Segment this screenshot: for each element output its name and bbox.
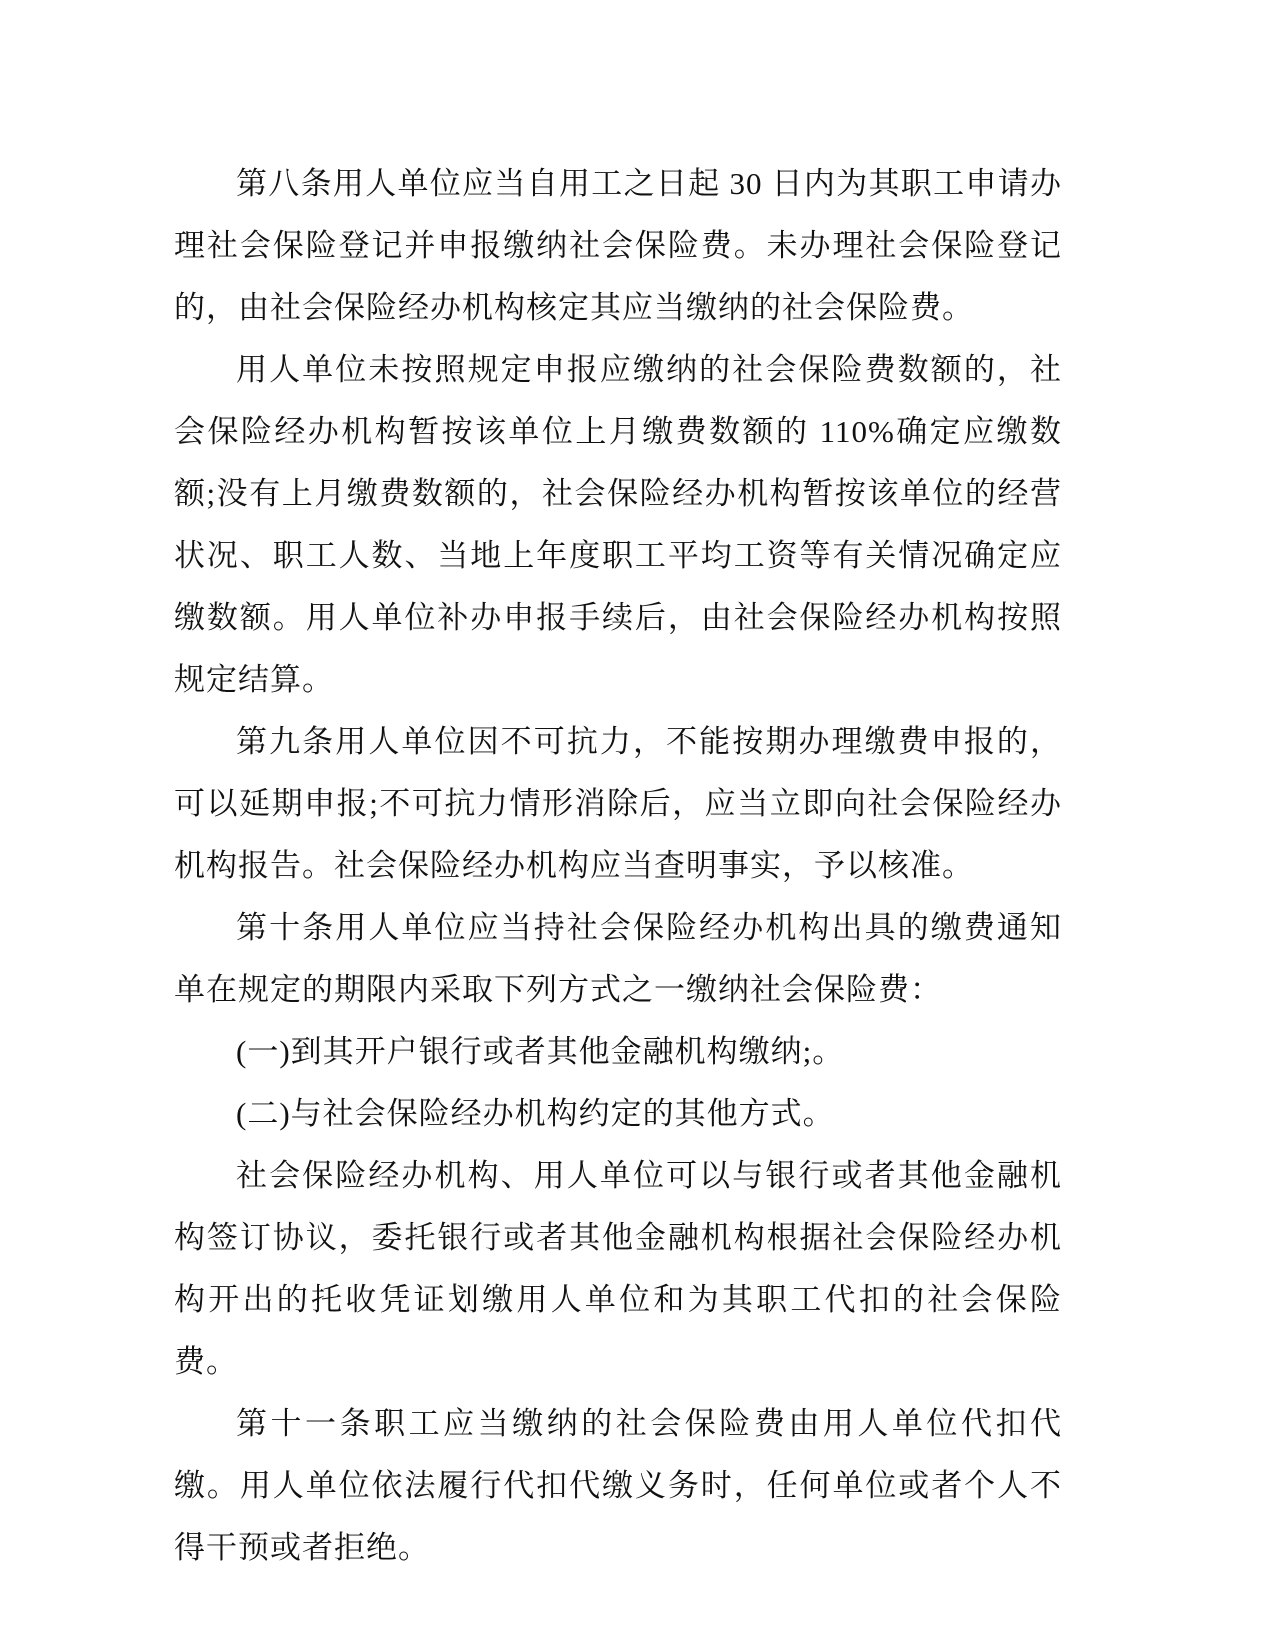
paragraph-article-10: 第十条用人单位应当持社会保险经办机构出具的缴费通知单在规定的期限内采取下列方式之一缴纳社会保险费： xyxy=(174,910,1062,1007)
paragraph-article-10-item-2: (二)与社会保险经办机构约定的其他方式。 xyxy=(236,1096,835,1131)
paragraph-article-11: 第十一条职工应当缴纳的社会保险费由用人单位代扣代缴。用人单位依法履行代扣代缴义务时，任何单位或者个人不得干预或者拒绝。 xyxy=(174,1406,1062,1565)
paragraph-article-10-item-1: (一)到其开户银行或者其他金融机构缴纳;。 xyxy=(236,1034,845,1069)
paragraph-article-8: 第八条用人单位应当自用工之日起 30 日内为其职工申请办理社会保险登记并申报缴纳社会保险费。未办理社会保险登记的，由社会保险经办机构核定其应当缴纳的社会保险费。 xyxy=(174,166,1062,325)
paragraph-article-10-supplement: 社会保险经办机构、用人单位可以与银行或者其他金融机构签订协议，委托银行或者其他金融机构根据社会保险经办机构开出的托收凭证划缴用人单位和为其职工代扣的社会保险费。 xyxy=(174,1158,1062,1379)
document-body xyxy=(174,153,1062,1579)
paragraph-article-9: 第九条用人单位因不可抗力，不能按期办理缴费申报的，可以延期申报;不可抗力情形消除后，应当立即向社会保险经办机构报告。社会保险经办机构应当查明事实，予以核准。 xyxy=(174,724,1062,883)
paragraph-article-8-supplement: 用人单位未按照规定申报应缴纳的社会保险费数额的，社会保险经办机构暂按该单位上月缴费数额的 110%确定应缴数额;没有上月缴费数额的，社会保险经办机构暂按该单位的经营状况、职工人数、当地上年度职工平均工资等有关情况确定应缴数额。用人单位补办申报手续后，由社会保险经办机构按照规定结算。 xyxy=(174,352,1062,697)
